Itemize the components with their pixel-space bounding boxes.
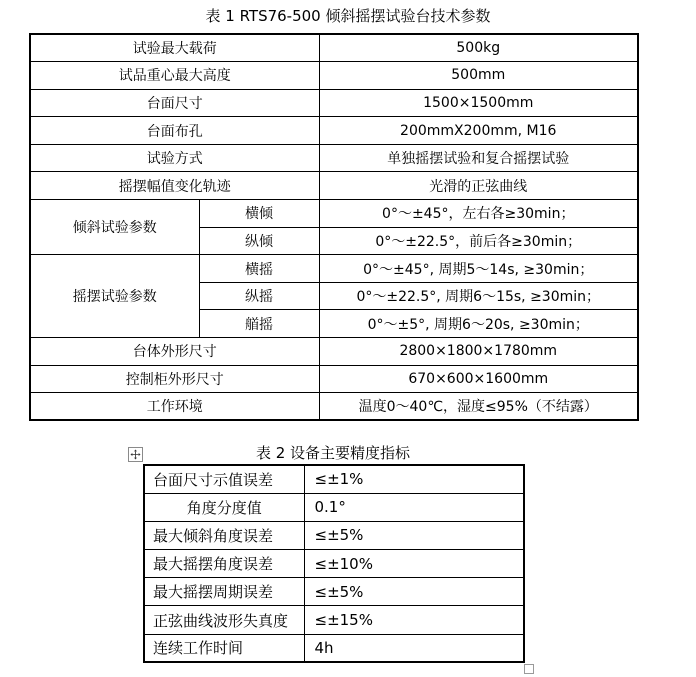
table-row	[144, 521, 524, 549]
table-row	[144, 550, 524, 578]
param-name-cell: 试验方式	[30, 144, 319, 172]
table-row	[30, 117, 638, 145]
move-icon	[130, 449, 141, 460]
param-subname-cell: 纵摇	[199, 282, 319, 310]
param-value-cell: 500kg	[319, 34, 638, 62]
indicator-name-cell: 正弦曲线波形失真度	[144, 606, 304, 634]
param-value-cell: 0°～±22.5°，前后各≥30min；	[319, 227, 638, 255]
table-resize-handle[interactable]	[524, 664, 534, 674]
param-value-cell: 温度0～40℃，湿度≤95%（不结露）	[319, 393, 638, 421]
param-value-cell: 单独摇摆试验和复合摇摆试验	[319, 144, 638, 172]
indicator-value-cell: ≤±15%	[304, 606, 524, 634]
table-move-handle[interactable]	[128, 447, 143, 462]
table-row	[144, 493, 524, 521]
param-value-cell: 光滑的正弦曲线	[319, 172, 638, 200]
param-name-cell: 台体外形尺寸	[30, 338, 319, 366]
param-group-cell: 倾斜试验参数	[30, 200, 199, 255]
table-row	[30, 338, 638, 366]
table2-caption: 表 2 设备主要精度指标	[255, 444, 411, 462]
param-value-cell: 0°～±5°, 周期6～20s, ≥30min；	[319, 310, 638, 338]
indicator-value-cell: ≤±5%	[304, 578, 524, 606]
param-name-cell: 台面尺寸	[30, 89, 319, 117]
table-row	[144, 465, 524, 493]
table-row	[30, 393, 638, 421]
param-subname-cell: 横倾	[199, 200, 319, 228]
table-row	[30, 62, 638, 90]
indicator-name-cell: 最大倾斜角度误差	[144, 521, 304, 549]
param-value-cell: 670×600×1600mm	[319, 365, 638, 393]
table-row	[30, 200, 638, 228]
param-subname-cell: 艏摇	[199, 310, 319, 338]
param-value-cell: 0°～±22.5°, 周期6～15s, ≥30min；	[319, 282, 638, 310]
param-value-cell: 0°～±45°，左右各≥30min；	[319, 200, 638, 228]
param-name-cell: 摇摆幅值变化轨迹	[30, 172, 319, 200]
table-row	[144, 634, 524, 662]
indicator-value-cell: ≤±1%	[304, 465, 524, 493]
indicator-name-cell: 最大摇摆周期误差	[144, 578, 304, 606]
indicator-value-cell: ≤±5%	[304, 521, 524, 549]
table-row	[30, 172, 638, 200]
param-subname-cell: 横摇	[199, 255, 319, 283]
indicator-value-cell: 4h	[304, 634, 524, 662]
table-row	[30, 255, 638, 283]
param-subname-cell: 纵倾	[199, 227, 319, 255]
indicator-name-cell: 连续工作时间	[144, 634, 304, 662]
table-row	[30, 365, 638, 393]
param-name-cell: 工作环境	[30, 393, 319, 421]
precision-indicators-table	[143, 464, 525, 663]
table-row	[30, 144, 638, 172]
indicator-name-cell: 角度分度值	[144, 493, 304, 521]
table-row	[30, 89, 638, 117]
indicator-name-cell: 最大摇摆角度误差	[144, 550, 304, 578]
param-value-cell: 500mm	[319, 62, 638, 90]
param-value-cell: 1500×1500mm	[319, 89, 638, 117]
param-group-cell: 摇摆试验参数	[30, 255, 199, 338]
table-row	[30, 34, 638, 62]
param-value-cell: 200mmX200mm, M16	[319, 117, 638, 145]
param-name-cell: 控制柜外形尺寸	[30, 365, 319, 393]
table1-caption: 表 1 RTS76-500 倾斜摇摆试验台技术参数	[205, 7, 491, 25]
table-row	[144, 606, 524, 634]
param-value-cell: 2800×1800×1780mm	[319, 338, 638, 366]
indicator-value-cell: ≤±10%	[304, 550, 524, 578]
param-name-cell: 试品重心最大高度	[30, 62, 319, 90]
table-row	[144, 578, 524, 606]
param-name-cell: 试验最大载荷	[30, 34, 319, 62]
indicator-value-cell: 0.1°	[304, 493, 524, 521]
indicator-name-cell: 台面尺寸示值误差	[144, 465, 304, 493]
technical-parameters-table	[29, 33, 639, 421]
param-name-cell: 台面布孔	[30, 117, 319, 145]
param-value-cell: 0°～±45°, 周期5～14s, ≥30min；	[319, 255, 638, 283]
